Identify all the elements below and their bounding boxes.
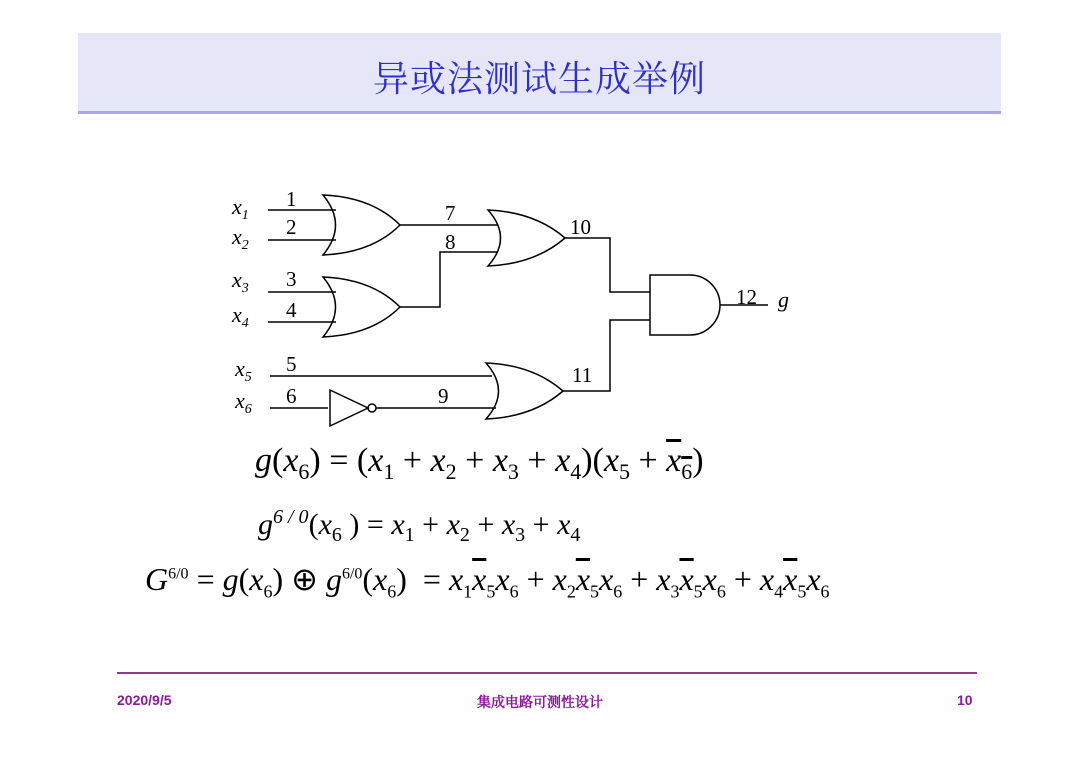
line-label-5: 5 — [286, 352, 297, 376]
slide-title: 异或法测试生成举例 — [372, 59, 706, 100]
input-labels — [231, 194, 789, 417]
input-label-x5: $x_5$ — [235, 356, 252, 385]
or-gate-d — [486, 363, 563, 419]
line-label-3: 3 — [286, 267, 297, 291]
input-label-x1: $x_1$ — [232, 194, 249, 223]
footer-date: 2020/9/5 — [117, 692, 172, 708]
or-gate-c — [488, 210, 565, 266]
footer-course-title: 集成电路可测性设计 — [477, 694, 603, 710]
line-label-11: 11 — [572, 363, 593, 387]
page-number: 10 — [957, 692, 973, 708]
output-label-g: g — [778, 287, 789, 312]
line-label-7: 7 — [445, 201, 456, 225]
and-gate — [650, 275, 720, 335]
line-label-2: 2 — [286, 215, 297, 239]
input-label-x3: $x_3$ — [232, 267, 249, 296]
line-label-12: 12 — [736, 285, 757, 309]
line-label-6: 6 — [286, 384, 297, 408]
line-label-4: 4 — [286, 298, 297, 322]
or-gate-a — [323, 195, 400, 255]
line-label-8: 8 — [445, 230, 456, 254]
inverter-gate — [330, 390, 376, 426]
line-label-9: 9 — [438, 384, 449, 408]
equation-xor-test-function: $G^{6/0} = g(x_6)$ ⊕ $g^{6/0}(x_6) = x_1\overline{x}_5x_6 + x_2\overline{x}_5x_6 + x_3\overline{x}_5x_6 + x_4\overline{x}_5x_6$ — [145, 561, 830, 602]
input-label-x6: $x_6$ — [235, 388, 252, 417]
line-label-10: 10 — [570, 215, 591, 239]
line-label-1: 1 — [286, 187, 297, 211]
footer-divider — [117, 672, 977, 674]
equation-good-function: $g(x_6) = (x_1 + x_2 + x_3 + x_4)(x_5 + x_6)$ — [255, 442, 704, 484]
line-numbers — [286, 187, 757, 408]
or-gate-b — [323, 277, 400, 337]
input-label-x2: $x_2$ — [232, 224, 249, 253]
input-label-x4: $x_4$ — [232, 302, 249, 331]
equation-faulty-function: $g^{6 / 0}(x_6$ ) = $x_1 + x_2 + x_3 + x_4$ — [258, 506, 581, 546]
